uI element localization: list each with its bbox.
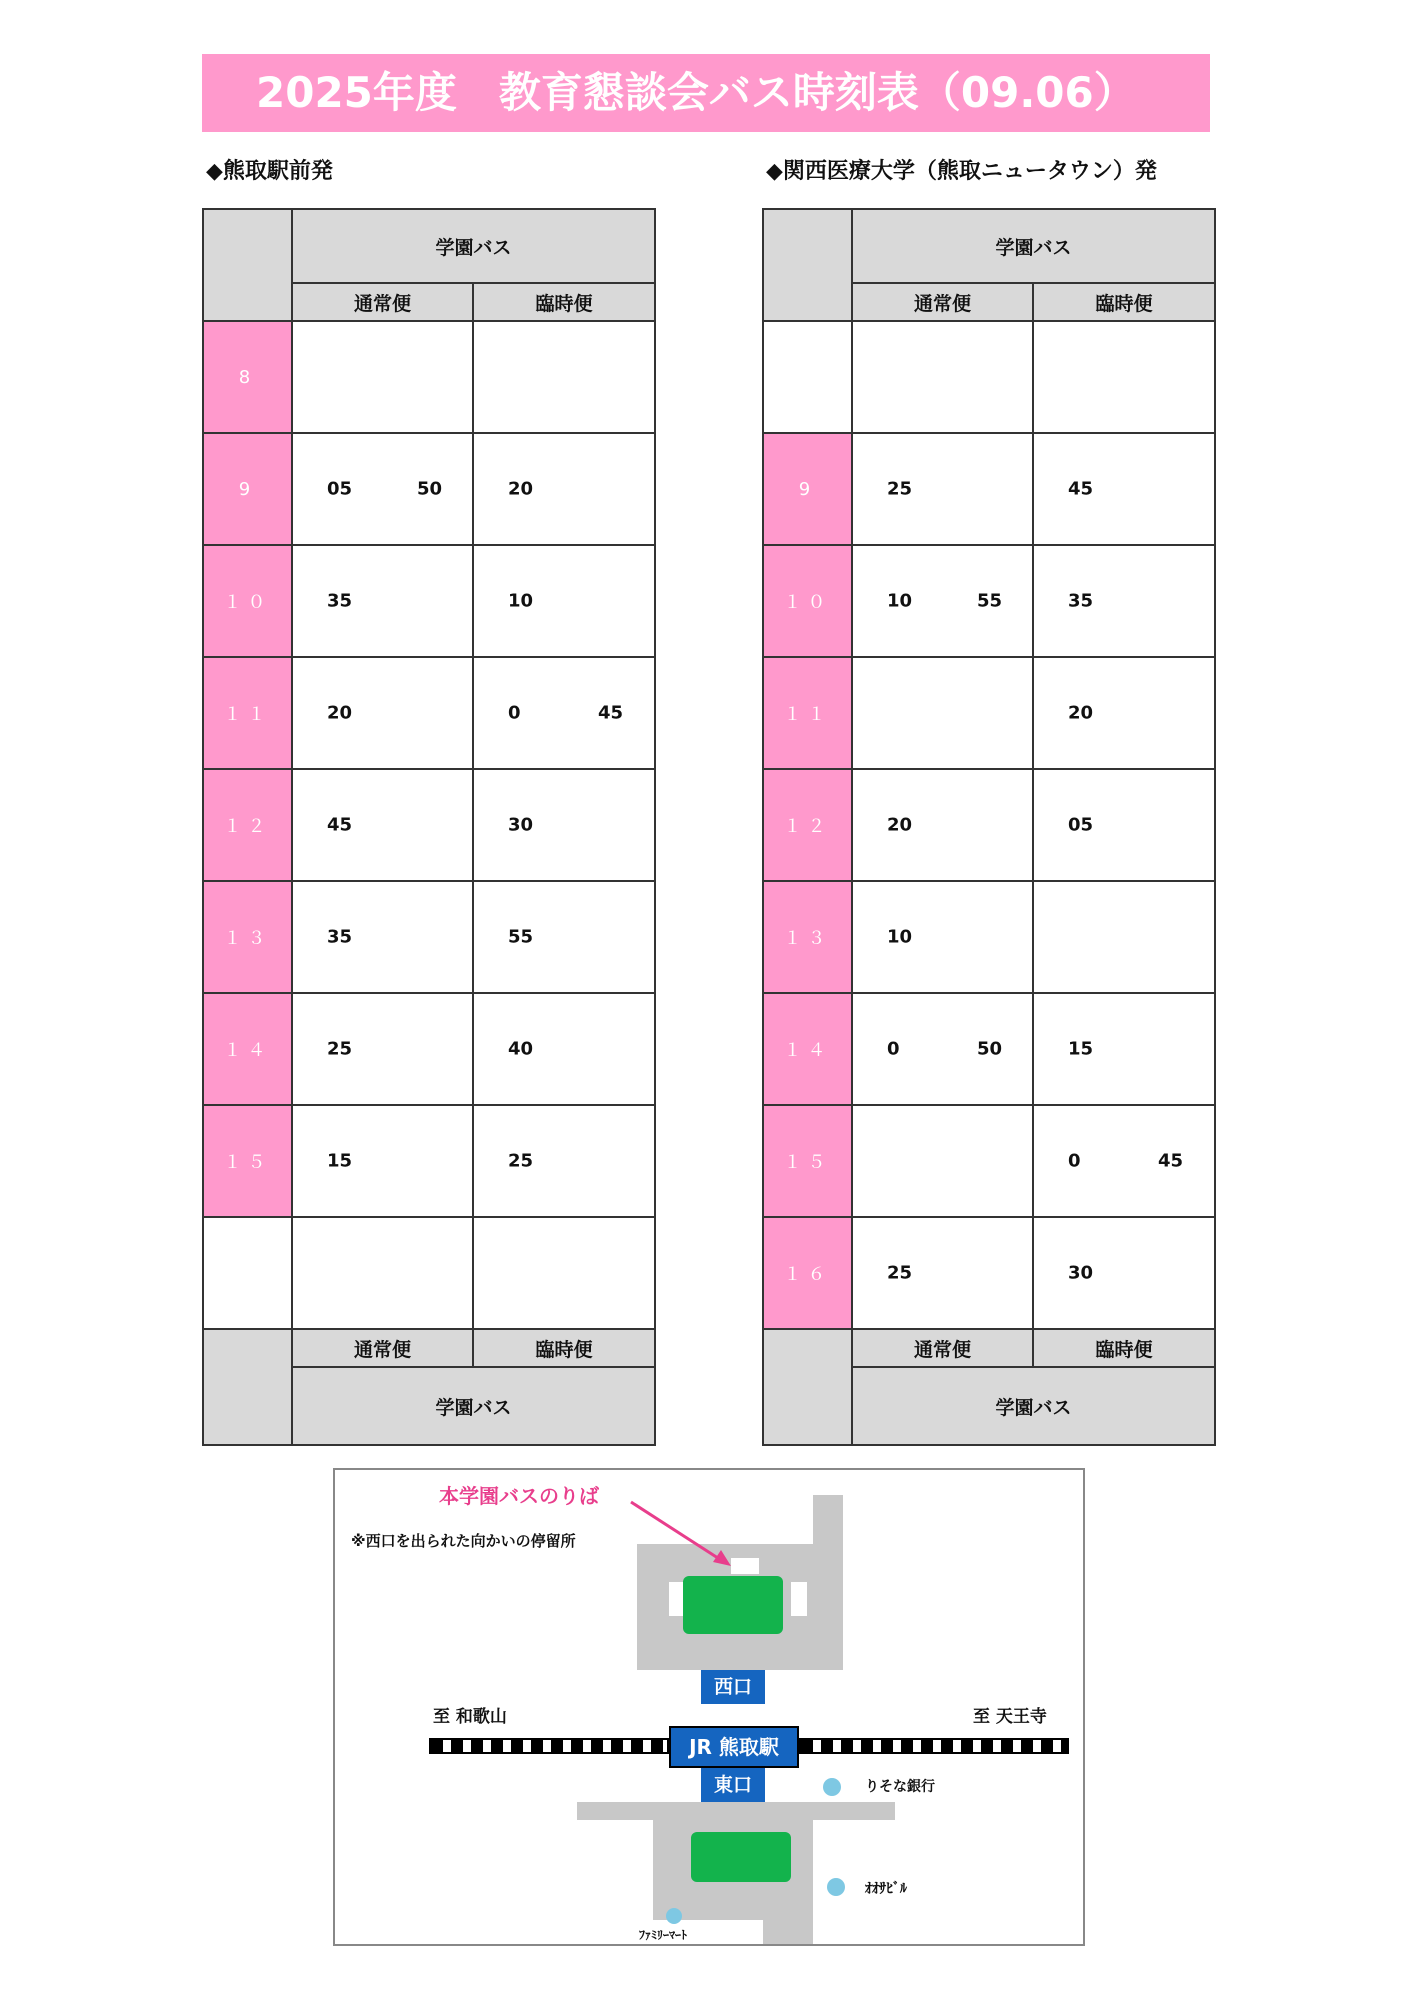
departure-minute: 20: [508, 478, 534, 500]
table-row: [763, 433, 1215, 545]
hour-cell: １６: [763, 1217, 852, 1329]
bus-type-footer: 学園バス: [852, 1367, 1215, 1445]
extra-times-cell: [1033, 769, 1215, 881]
table-row: [763, 1329, 1215, 1367]
hour-cell: １３: [763, 881, 852, 993]
table-row: [763, 881, 1215, 993]
extra-column-header: 臨時便: [1033, 283, 1215, 321]
departure-minute: 25: [327, 1038, 353, 1060]
corner-cell: [763, 1329, 852, 1445]
table-row: [203, 657, 655, 769]
extra-times-cell: [1033, 657, 1215, 769]
regular-times-cell: [852, 1105, 1033, 1217]
timetable-kumatori-station: [202, 208, 656, 1446]
departure-minute: 45: [1068, 478, 1094, 500]
departure-minute: 25: [508, 1150, 534, 1172]
direction-tennoji: 至 天王寺: [973, 1707, 1047, 1727]
extra-times-cell: [1033, 321, 1215, 433]
table-row: [763, 769, 1215, 881]
hour-cell: １２: [763, 769, 852, 881]
table-row: [763, 657, 1215, 769]
extra-times-cell: [1033, 993, 1215, 1105]
departure-minute: 30: [508, 814, 534, 836]
table-row: [203, 1329, 655, 1367]
osa-building-label: ｵｵｻﾋﾞﾙ: [865, 1881, 907, 1897]
bus-type-header: 学園バス: [852, 209, 1215, 283]
departure-minute: 15: [1068, 1038, 1094, 1060]
left-table-heading: ◆熊取駅前発: [206, 159, 333, 184]
hour-cell: １３: [203, 881, 292, 993]
departure-minute: 25: [887, 1262, 913, 1284]
departure-minute: 45: [1158, 1150, 1184, 1172]
timetable-kansai-medical-university: [762, 208, 1216, 1446]
hour-cell: １１: [763, 657, 852, 769]
table-row: [203, 881, 655, 993]
departure-minute: 0: [1068, 1150, 1081, 1172]
west-exit-label: 西口: [701, 1670, 765, 1704]
departure-minute: 30: [1068, 1262, 1094, 1284]
boarding-title: 本学園バスのりば: [439, 1484, 599, 1508]
hour-cell: １０: [763, 545, 852, 657]
hour-cell: １４: [203, 993, 292, 1105]
departure-minute: 20: [327, 702, 353, 724]
regular-column-footer: 通常便: [292, 1329, 473, 1367]
regular-times-cell: [852, 545, 1033, 657]
direction-wakayama: 至 和歌山: [433, 1707, 507, 1727]
departure-minute: 50: [417, 478, 443, 500]
family-mart-label: ﾌｧﾐﾘｰﾏｰﾄ: [639, 1928, 688, 1942]
departure-minute: 40: [508, 1038, 534, 1060]
hour-cell: １４: [763, 993, 852, 1105]
east-exit-label: 東口: [701, 1768, 765, 1802]
extra-times-cell: [1033, 433, 1215, 545]
hour-cell: １５: [203, 1105, 292, 1217]
table-row: [203, 993, 655, 1105]
table-row: [203, 433, 655, 545]
departure-minute: 50: [977, 1038, 1003, 1060]
regular-times-cell: [852, 433, 1033, 545]
extra-column-footer: 臨時便: [1033, 1329, 1215, 1367]
hour-cell: １５: [763, 1105, 852, 1217]
hour-cell: １０: [203, 545, 292, 657]
corner-cell: [203, 1329, 292, 1445]
departure-minute: 35: [1068, 590, 1094, 612]
table-row: [203, 1217, 655, 1329]
regular-times-cell: [292, 881, 473, 993]
bus-stop-map: [333, 1468, 1085, 1946]
regular-times-cell: [292, 433, 473, 545]
departure-minute: 25: [887, 478, 913, 500]
corner-cell: [203, 209, 292, 321]
departure-minute: 15: [327, 1150, 353, 1172]
corner-cell: [763, 209, 852, 321]
hour-cell: [763, 321, 852, 433]
regular-times-cell: [292, 993, 473, 1105]
regular-column-header: 通常便: [292, 283, 473, 321]
departure-minute: 0: [508, 702, 521, 724]
departure-minute: 10: [508, 590, 534, 612]
regular-times-cell: [292, 321, 473, 433]
extra-times-cell: [473, 657, 655, 769]
regular-column-footer: 通常便: [852, 1329, 1033, 1367]
departure-minute: 05: [327, 478, 353, 500]
extra-times-cell: [473, 545, 655, 657]
regular-times-cell: [852, 321, 1033, 433]
table-row: [203, 545, 655, 657]
table-row: [763, 993, 1215, 1105]
table-row: [763, 321, 1215, 433]
extra-times-cell: [473, 433, 655, 545]
departure-minute: 55: [977, 590, 1003, 612]
jr-kumatori-station: JR 熊取駅: [669, 1726, 799, 1768]
table-row: [203, 209, 655, 283]
regular-times-cell: [852, 769, 1033, 881]
extra-times-cell: [1033, 1217, 1215, 1329]
departure-minute: 20: [887, 814, 913, 836]
departure-minute: 55: [508, 926, 534, 948]
table-row: [763, 545, 1215, 657]
table-row: [763, 209, 1215, 283]
departure-minute: 20: [1068, 702, 1094, 724]
regular-times-cell: [852, 881, 1033, 993]
regular-times-cell: [852, 1217, 1033, 1329]
extra-column-header: 臨時便: [473, 283, 655, 321]
hour-cell: １１: [203, 657, 292, 769]
regular-times-cell: [292, 1105, 473, 1217]
departure-minute: 05: [1068, 814, 1094, 836]
page-title: 2025年度 教育懇談会バス時刻表（09.06）: [202, 54, 1210, 132]
table-row: [203, 1105, 655, 1217]
extra-times-cell: [473, 1217, 655, 1329]
extra-times-cell: [473, 881, 655, 993]
extra-times-cell: [1033, 881, 1215, 993]
table-row: [763, 1105, 1215, 1217]
departure-minute: 35: [327, 926, 353, 948]
regular-times-cell: [292, 657, 473, 769]
regular-times-cell: [292, 769, 473, 881]
table-row: [203, 321, 655, 433]
bus-type-header: 学園バス: [292, 209, 655, 283]
extra-times-cell: [473, 993, 655, 1105]
regular-times-cell: [292, 545, 473, 657]
regular-times-cell: [852, 657, 1033, 769]
departure-minute: 45: [598, 702, 624, 724]
departure-minute: 10: [887, 590, 913, 612]
right-table-heading: ◆関西医療大学（熊取ニュータウン）発: [766, 159, 1157, 184]
extra-times-cell: [473, 321, 655, 433]
extra-times-cell: [1033, 545, 1215, 657]
regular-column-header: 通常便: [852, 283, 1033, 321]
departure-minute: 0: [887, 1038, 900, 1060]
table-row: [203, 769, 655, 881]
extra-column-footer: 臨時便: [473, 1329, 655, 1367]
regular-times-cell: [852, 993, 1033, 1105]
boarding-arrow: [335, 1470, 1085, 1946]
extra-times-cell: [473, 1105, 655, 1217]
hour-cell: 8: [203, 321, 292, 433]
hour-cell: １２: [203, 769, 292, 881]
departure-minute: 45: [327, 814, 353, 836]
departure-minute: 35: [327, 590, 353, 612]
extra-times-cell: [473, 769, 655, 881]
table-row: [763, 1217, 1215, 1329]
hour-cell: 9: [763, 433, 852, 545]
extra-times-cell: [1033, 1105, 1215, 1217]
resona-bank-label: りそな銀行: [865, 1779, 935, 1795]
regular-times-cell: [292, 1217, 473, 1329]
boarding-note: ※西口を出られた向かいの停留所: [351, 1532, 576, 1550]
departure-minute: 10: [887, 926, 913, 948]
bus-type-footer: 学園バス: [292, 1367, 655, 1445]
hour-cell: [203, 1217, 292, 1329]
hour-cell: 9: [203, 433, 292, 545]
